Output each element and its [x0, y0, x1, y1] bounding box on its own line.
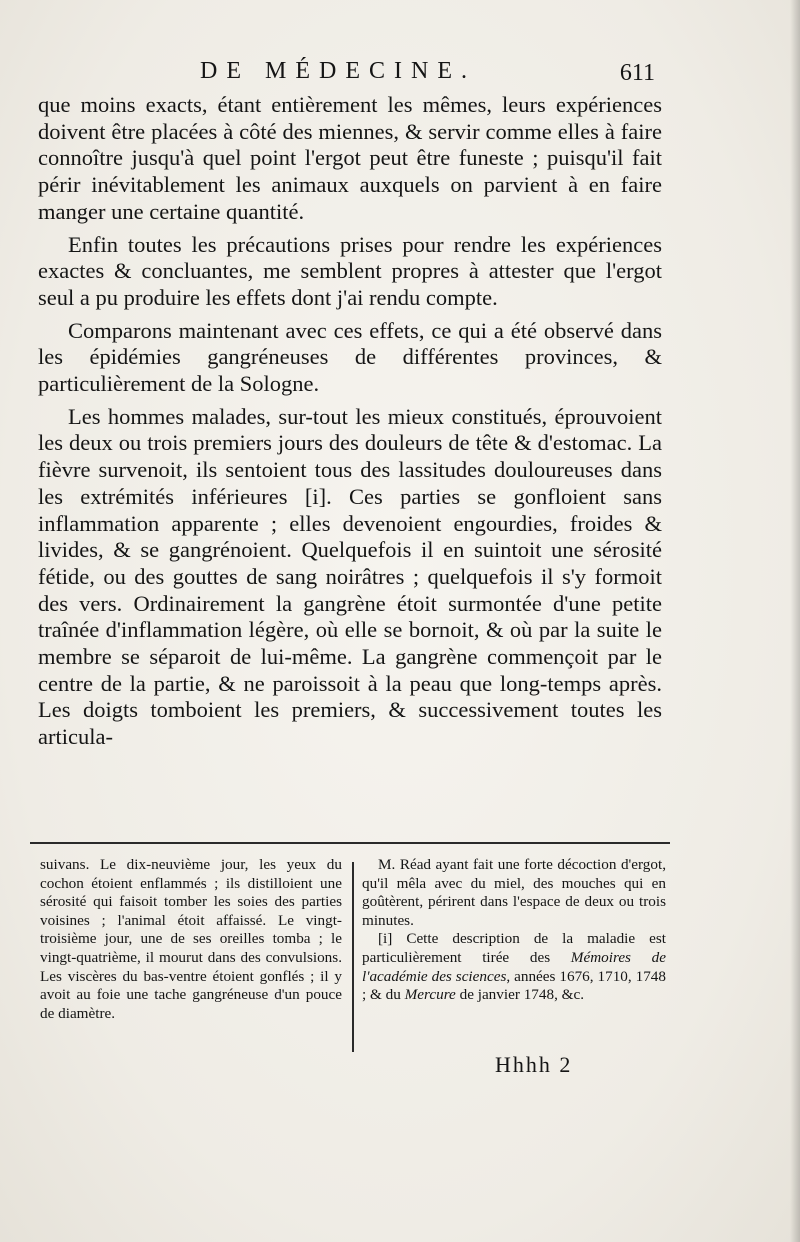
- footnote-i-memoires-title: Mémoires de l'académie des sciences: [362, 948, 666, 985]
- paragraph-4: Les hommes malades, sur-tout les mieux constitués, éprouvoient les deux ou trois premiers jours des douleurs de tête & d'estomac. La fièvre survenoit, ils sentoient tous des lassitudes douloureuses dans les extrémités inférieures [i]. Ces parties se gonfloient sans inflammation apparente ; elles devenoient engourdies, froides & livides, & se gangrénoient. Quelquefois il en suintoit une sérosité fétide, ou des gouttes de sang noirâtres ; quelquefois il s'y formoit des vers. Ordinairement la gangrène étoit surmontée d'une petite traînée d'inflammation légère, où elle se bornoit, & où par la suite le membre se séparoit de lui-même. La gangrène commençoit par le centre de la partie, & ne paroissoit à la peau que long-temps après. Les doigts tomboient les premiers, & successivement toutes les articula-: [38, 403, 662, 750]
- footnote-column-divider: [352, 862, 354, 1052]
- paragraph-1: que moins exacts, étant entièrement les mêmes, leurs expériences doivent être placées à côté des miennes, & servir comme elles à faire connoître jusqu'à quel point l'ergot peut être funeste ; puisqu'il fait périr inévitablement les animaux auxquels on parvient à en faire manger une certaine quantité.: [38, 92, 662, 224]
- signature-mark: Hhhh 2: [495, 1052, 573, 1077]
- page-edge-shadow: [790, 0, 800, 1242]
- footnote-left-text: suivans. Le dix-neuvième jour, les yeux du cochon étoient enflammés ; ils distilloient une sérosité qui faisoit tomber les soies des parties voisines ; l'animal étoit affaissé. Le vingt-troisième jour, une de ses oreilles tomba ; le vingt-quatrième, il mourut dans des convulsions. Les viscères du bas-ventre étoient gonflés ; il y avoit au foie une tache gangréneuse d'un pouce de diamètre.: [40, 856, 342, 1022]
- footnote-read-experiment: M. Réad ayant fait une forte décoction d'ergot, qu'il mêla avec du miel, des mouches qui en goûtèrent, périrent dans l'espace de deux ou trois minutes.: [362, 856, 666, 929]
- paragraph-2: Enfin toutes les précautions prises pour rendre les expériences exactes & concluantes, me semblent propres à attester que l'ergot seul a pu produire les effets dont j'ai rendu compte.: [38, 231, 662, 310]
- footnote-i-suffix: de janvier 1748, &c.: [455, 986, 585, 1004]
- footnote-rule: [30, 842, 670, 844]
- footnote-i-mercure-title: Mercure: [404, 986, 456, 1004]
- page-number: 611: [619, 60, 655, 86]
- footnote-right-column: [362, 856, 666, 1005]
- footnote-left-column: [40, 856, 342, 1023]
- paragraph-3: Comparons maintenant avec ces effets, ce qui a été observé dans les épidémies gangréneuses de différentes provinces, & particulièrement de la Sologne.: [38, 317, 662, 397]
- footnote-i-middle: , années 1676, 1710, 1748 ; & du: [362, 967, 666, 1004]
- running-head: DE MÉDECINE.: [200, 58, 476, 84]
- footnote-i: [362, 930, 666, 1004]
- page-header: [0, 58, 800, 92]
- footnote-i-prefix: [i] Cette description de la maladie est particulièrement tirée des: [362, 930, 666, 966]
- main-text: [38, 92, 662, 757]
